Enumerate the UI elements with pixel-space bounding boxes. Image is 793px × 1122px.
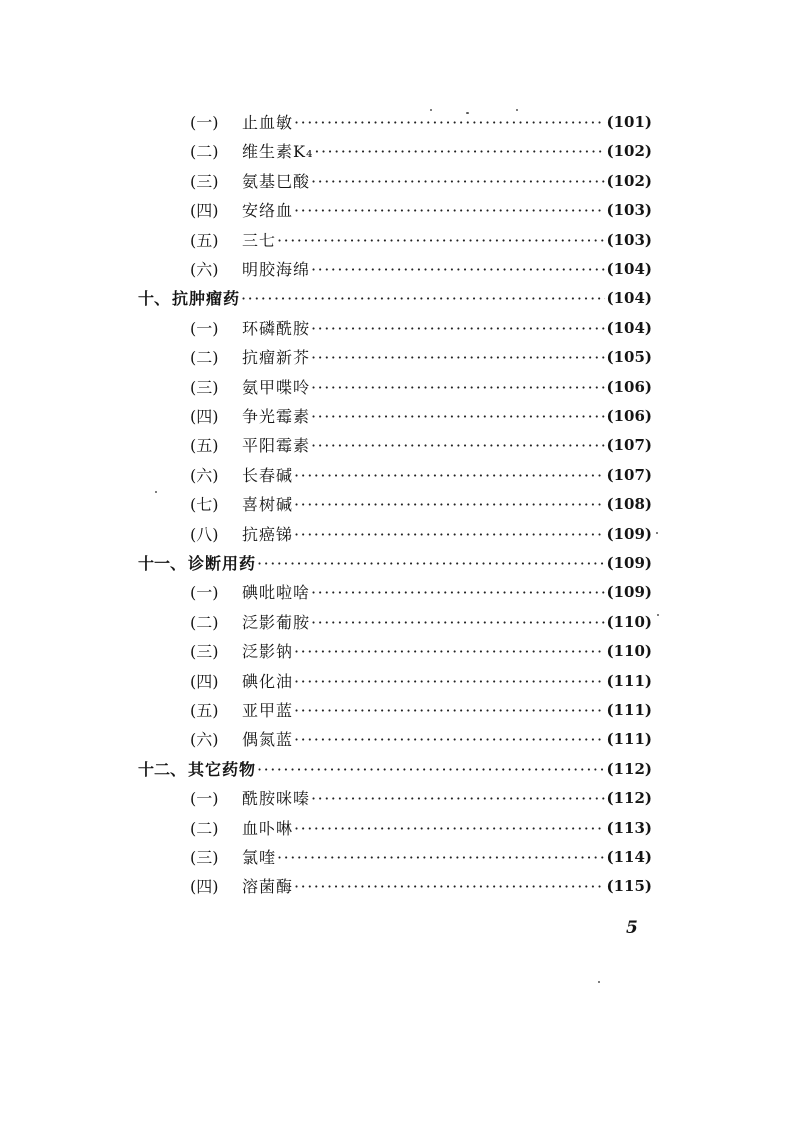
scan-speck [656,532,658,534]
toc-entry-title: 偶氮蓝 [242,730,294,750]
scan-speck [155,491,157,493]
toc-subsection-entry [190,196,652,225]
toc-entry-page: (107) [606,465,652,484]
toc-entry-number: (三) [190,642,219,662]
toc-dot-leader [277,226,605,255]
toc-entry-title: 三七 [242,230,277,250]
toc-dot-leader [311,343,605,372]
toc-entry-page: (113) [606,818,652,837]
toc-dot-leader [311,314,605,343]
toc-entry-page: (112) [606,759,652,778]
toc-entry-page: (104) [606,260,652,278]
toc-entry-number: (四) [190,407,219,426]
toc-subsection-entry [190,872,652,901]
toc-entry-number: (六) [190,730,219,750]
toc-dot-leader [294,667,605,696]
toc-dot-leader [311,167,605,196]
scan-speck [598,981,600,983]
toc-entry-number: (三) [190,377,219,397]
toc-dot-leader [277,843,605,872]
toc-subsection-entry [190,608,652,637]
toc-entry-page: (104) [606,318,652,337]
toc-entry-page: (115) [606,877,652,896]
toc-entry-title: 安络血 [242,201,294,221]
toc-dot-leader [294,872,605,901]
toc-entry-number: (二) [190,142,219,162]
toc-subsection-entry [190,373,652,402]
toc-subsection-entry [190,226,652,255]
toc-entry-page: (109) [606,554,652,572]
toc-subsection-entry [190,725,652,754]
toc-entry-page: (106) [606,407,652,425]
toc-subsection-entry [190,108,652,137]
toc-entry-title: 酰胺咪嗪 [242,789,311,809]
toc-entry-number: 十、 [138,289,171,309]
toc-subsection-entry [190,667,652,696]
toc-entry-title: 抗瘤新芥 [242,348,311,368]
toc-entry-page: (108) [606,495,652,514]
toc-subsection-entry [190,814,652,843]
toc-dot-leader [294,520,605,549]
toc-dot-leader [294,696,605,725]
toc-subsection-entry [190,402,652,431]
toc-entry-number: (二) [190,818,219,838]
toc-entry-number: (三) [190,848,219,867]
toc-entry-number: (五) [190,436,219,456]
toc-subsection-entry [190,255,652,284]
scan-speck [516,109,518,111]
toc-entry-page: (111) [606,730,652,749]
toc-dot-leader [311,402,605,431]
toc-entry-title: 血卟啉 [242,818,294,838]
toc-subsection-entry [190,461,652,490]
toc-entry-number: (五) [190,230,219,250]
toc-subsection-entry [190,343,652,372]
toc-entry-title: 抗癌锑 [242,524,294,544]
toc-entry-page: (114) [606,848,652,866]
toc-entry-number: 十二、 [138,759,187,779]
toc-entry-title: 碘化油 [242,671,294,691]
toc-entry-title: 诊断用药 [188,554,257,573]
toc-entry-page: (103) [606,201,652,220]
toc-entry-title: 氨甲喋呤 [242,377,311,397]
toc-dot-leader [294,490,605,519]
toc-entry-number: (二) [190,612,219,632]
toc-subsection-entry [190,490,652,519]
toc-subsection-entry [190,637,652,666]
toc-subsection-entry [190,843,652,872]
toc-dot-leader [294,108,605,137]
toc-subsection-entry [190,167,652,196]
page-number: 5 [626,918,638,938]
toc-dot-leader [311,784,605,813]
toc-entry-page: (111) [606,671,652,690]
toc-entry-number: (六) [190,465,219,485]
toc-entry-page: (109) [606,524,652,543]
toc-entry-page: (101) [606,113,652,131]
scan-speck [430,109,432,111]
toc-dot-leader [294,461,605,490]
toc-dot-leader [311,608,605,637]
toc-entry-page: (112) [606,789,652,808]
toc-entry-number: (一) [190,113,219,132]
toc-entry-page: (106) [606,377,652,396]
toc-entry-title: 其它药物 [188,759,257,779]
toc-entry-number: (一) [190,789,219,809]
toc-subsection-entry [190,314,652,343]
toc-entry-page: (103) [606,230,652,249]
toc-entry-title: 碘吡啦啥 [242,583,311,603]
toc-subsection-entry [190,137,652,166]
toc-entry-title: 抗肿瘤药 [172,289,241,309]
toc-entry-page: (111) [606,701,652,719]
toc-entry-title: 环磷酰胺 [242,318,311,338]
toc-entry-title: 争光霉素 [242,407,311,426]
scan-speck [657,614,659,616]
toc-entry-number: 十一、 [138,554,187,573]
toc-dot-leader [241,284,605,313]
toc-entry-title: 亚甲蓝 [242,701,294,720]
toc-entry-title: 氯喹 [242,848,277,867]
toc-entry-number: (七) [190,495,219,515]
toc-entry-number: (八) [190,524,219,544]
toc-subsection-entry [190,784,652,813]
toc-entry-number: (六) [190,260,219,279]
toc-dot-leader [311,373,605,402]
scan-speck [466,112,469,114]
toc-dot-leader [294,637,605,666]
toc-entry-number: (一) [190,583,219,603]
toc-subsection-entry [190,520,652,549]
toc-section-entry [138,284,652,313]
toc-entry-title: 止血敏 [242,113,294,132]
toc-entry-page: (110) [606,612,652,631]
toc-entry-number: (四) [190,877,219,897]
toc-entry-title: 氨基巳酸 [242,171,311,191]
toc-entry-page: (105) [606,348,652,367]
toc-entry-number: (一) [190,318,219,338]
toc-entry-number: (四) [190,671,219,691]
toc-entry-title: 喜树碱 [242,495,294,515]
toc-subsection-entry [190,696,652,725]
toc-entry-page: (102) [606,142,652,161]
toc-dot-leader [294,725,605,754]
toc-entry-title: 长春碱 [242,465,294,485]
toc-entry-page: (110) [606,642,652,661]
toc-dot-leader [294,814,605,843]
toc-entry-number: (二) [190,348,219,368]
toc-entry-title: 维生素K₄ [242,142,314,162]
toc-section-entry [138,755,652,784]
toc-dot-leader [311,255,605,284]
toc-dot-leader [311,431,605,460]
toc-entry-title: 泛影葡胺 [242,612,311,632]
toc-entry-page: (109) [606,583,652,602]
toc-dot-leader [257,755,605,784]
toc-entry-title: 溶菌酶 [242,877,294,897]
toc-entry-number: (五) [190,701,219,720]
toc-dot-leader [257,549,605,578]
toc-entry-title: 泛影钠 [242,642,294,662]
toc-subsection-entry [190,578,652,607]
toc-entry-title: 平阳霉素 [242,436,311,456]
toc-entry-number: (四) [190,201,219,221]
toc-entry-title: 明胶海绵 [242,260,311,279]
toc-entry-number: (三) [190,171,219,191]
toc-entry-page: (104) [606,289,652,308]
toc-dot-leader [294,196,605,225]
toc-entry-page: (107) [606,436,652,455]
toc-section-entry [138,549,652,578]
toc-dot-leader [311,578,605,607]
toc-dot-leader [314,137,605,166]
toc-entry-page: (102) [606,171,652,190]
toc-subsection-entry [190,431,652,460]
